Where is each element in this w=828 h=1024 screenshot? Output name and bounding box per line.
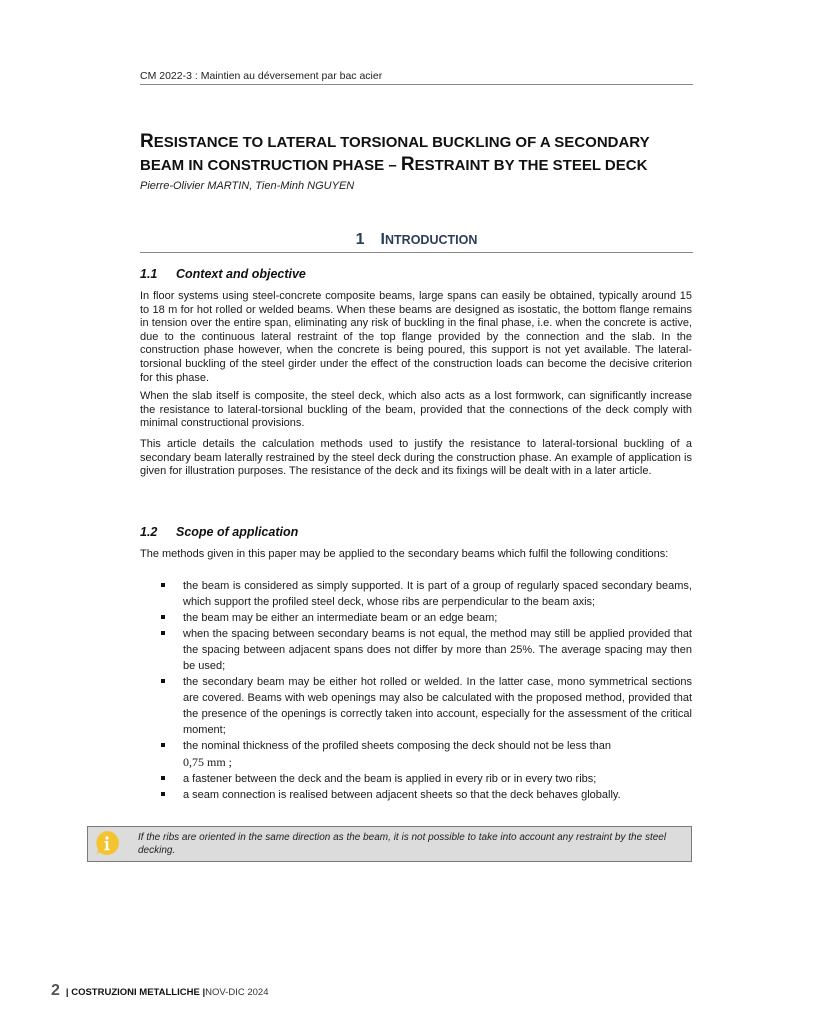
bullet-icon: [161, 615, 165, 619]
section-heading-introduction: [140, 231, 693, 253]
footer-separator: |: [65, 987, 69, 998]
bullet-icon: [161, 583, 165, 587]
subsection-heading-context: [140, 267, 306, 281]
footer-separator: |: [202, 987, 206, 998]
bullet-icon: [161, 679, 165, 683]
title-initial-2: R: [400, 154, 415, 175]
bullet-icon: [161, 631, 165, 635]
info-icon: [94, 830, 120, 856]
thickness-value: 0,75 mm ;: [183, 755, 233, 769]
section-initial: I: [380, 231, 385, 248]
bullet-icon: [161, 776, 165, 780]
paragraph: This article details the calculation methods used to justify the resistance to lateral-torsional buckling of a secondary beam laterally restrained by the steel deck during the construction phase. An example of application is given for illustration purposes. The resistance of the deck and its fixings will be dealt with in a later article.: [140, 438, 692, 478]
list-item: [140, 787, 692, 803]
list-item-text: when the spacing between secondary beams is not equal, the method may still be applied provided that the spacing between adjacent spans does not differ by more than 25%. The average spacing may then be used;: [183, 628, 692, 672]
issue-date: NOV-DIC 2024: [205, 987, 269, 998]
list-item-text: the nominal thickness of the profiled sheets composing the deck should not be less than: [183, 740, 612, 752]
running-head: CM 2022-3 : Maintien au déversement par bac acier: [140, 70, 693, 85]
note-text: If the ribs are oriented in the same direction as the beam, it is not possible to take into account any restraint by the steel decking.: [138, 832, 667, 856]
subsection-title: Scope of application: [176, 525, 299, 539]
paragraph: In floor systems using steel-concrete composite beams, large spans can easily be obtained, typically around 15 to 18 m for hot rolled or welded beams. When these beams are designed as isostatic, the bottom flange remains in tension over the entire span, eliminating any risk of buckling in the final phase, i.e. when the concrete is active, due to the continuous lateral restraint of the top flange provided by the connection and the slab. In the construction phase however, when the concrete is being poured, this support is not yet available. The lateral-torsional buckling of the steel girder under the effect of the construction loads can become the decisive criterion for this phase.: [140, 290, 692, 384]
bullet-icon: [161, 743, 165, 747]
subsection-title: Context and objective: [176, 267, 306, 281]
page-footer: [51, 982, 269, 1000]
list-item-text: a fastener between the deck and the beam is applied in every rib or in every two ribs;: [183, 773, 597, 785]
title-line-2b: ESTRAINT BY THE STEEL DECK: [414, 157, 648, 174]
list-item-text: a seam connection is realised between adjacent sheets so that the deck behaves globally.: [183, 789, 621, 801]
title-line-2a: BEAM IN CONSTRUCTION PHASE –: [140, 157, 401, 174]
authors: Pierre-Olivier MARTIN, Tien-Minh NGUYEN: [140, 180, 355, 192]
paragraph: The methods given in this paper may be applied to the secondary beams which fulfil the following conditions:: [140, 548, 669, 560]
list-item-text: the beam is considered as simply supported. It is part of a group of regularly spaced secondary beams, which support the profiled steel deck, whose ribs are perpendicular to the beam axis;: [183, 580, 692, 608]
bullet-icon: [161, 792, 165, 796]
list-item: [140, 674, 692, 738]
list-item: [140, 626, 692, 674]
section-number: 1: [355, 231, 365, 248]
list-item-text: the beam may be either an intermediate beam or an edge beam;: [183, 612, 498, 624]
title-line-1: ESISTANCE TO LATERAL TORSIONAL BUCKLING OF A SECONDARY: [153, 134, 650, 151]
title-initial-1: R: [140, 131, 154, 152]
list-item: [140, 771, 692, 787]
section-title: NTRODUCTION: [385, 233, 478, 247]
subsection-number: 1.2: [140, 525, 158, 539]
list-item-text: the secondary beam may be either hot rolled or welded. In the latter case, mono symmetrical sections are covered. Beams with web openings may also be calculated with the proposed method, provided that the presence of the openings is correctly taken into account, especially for the assessment of the critical moment;: [183, 676, 692, 736]
conditions-list: [140, 578, 692, 803]
note-box: [87, 826, 692, 862]
journal-name: COSTRUZIONI METALLICHE: [71, 987, 200, 998]
subsection-heading-scope: [140, 525, 298, 539]
page-number: 2: [51, 982, 60, 999]
article-title: [140, 131, 700, 177]
list-item: [140, 610, 692, 626]
list-item: [140, 738, 692, 771]
list-item: [140, 578, 692, 610]
subsection-number: 1.1: [140, 267, 158, 281]
paragraph: When the slab itself is composite, the steel deck, which also acts as a lost formwork, can significantly increase the resistance to lateral-torsional buckling of the beam, provided that the connections of the deck comply with minimal constructional provisions.: [140, 390, 692, 430]
